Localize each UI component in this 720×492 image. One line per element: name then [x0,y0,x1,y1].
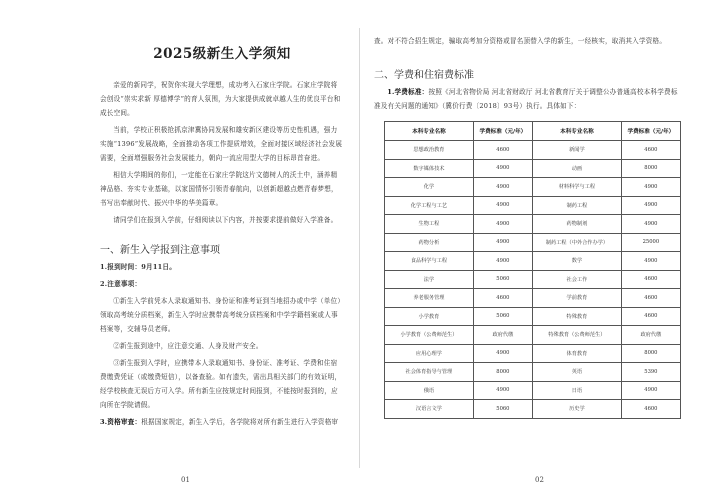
major-cell: 特殊教育（公费师范生） [532,326,621,345]
table-row [385,178,681,197]
page-number-left: 01 [181,476,190,484]
section-1-heading: 一、新生入学报到注意事项 [100,245,220,256]
fee-table-header-row [385,122,681,141]
major-cell: 俄语 [385,381,474,400]
major-cell: 学前教育 [532,289,621,308]
major-cell: 特殊教育 [532,307,621,326]
major-cell: 应用心理学 [385,344,474,363]
header-major-1: 本科专业名称 [385,122,474,141]
table-row [385,270,681,289]
major-cell: 法学 [385,270,474,289]
major-cell: 历史学 [532,400,621,419]
fee-paragraph [374,85,684,113]
table-row [385,215,681,234]
fee-cell: 4900 [621,196,680,215]
fee-cell: 政府代缴 [621,326,680,345]
major-cell: 数学 [532,252,621,271]
notes-label: 2.注意事项： [100,280,142,288]
qualification-paragraph [100,415,344,429]
section-2-heading: 二、学费和住宿费标准 [374,70,474,81]
major-cell: 食品科学与工程 [385,252,474,271]
table-row [385,363,681,382]
fee-cell: 4600 [473,141,532,160]
major-cell: 制药工程（中外合作办学） [532,233,621,252]
table-row [385,307,681,326]
fee-cell: 4900 [621,215,680,234]
page-number-right: 02 [535,476,544,484]
intro-paragraph-3: 相信大学期间的你们，一定能在石家庄学院这片文德树人的沃土中，涵养精神品格、夯实专业基础，以家国情怀引领青春航向，以创新超越点燃青春梦想，书写出奉献时代、振兴中华的华美篇章。 [100,171,338,207]
fee-cell: 4600 [473,289,532,308]
major-cell: 小学教育（公费师范生） [385,326,474,345]
intro-paragraph-1: 亲爱的新同学，祝贺你实现大学理想，成功考入石家庄学院。石家庄学院将会创设“崇实求新 厚德博学”的育人氛围，为大家提供成就卓越人生的优良平台和成长空间。 [100,81,341,117]
continuation-text: 查。对不符合招生规定，骗取高考加分资格或冒名顶替入学的新生，一经核实，取消其入学资格。 [374,37,667,45]
major-cell: 数字媒体技术 [385,159,474,178]
note-item-1: ①新生入学前凭本人录取通知书、身份证和准考证到当地招办或中学（单位）领取高考统分质档案，新生入学时应携带高考统分质档案和中学学籍档案或人事档案等，交辅导员老师。 [100,297,341,333]
major-cell: 材料科学与工程 [532,178,621,197]
table-row [385,326,681,345]
fee-cell: 5060 [473,307,532,326]
fee-cell: 4900 [473,159,532,178]
fee-cell: 4600 [621,289,680,308]
major-cell: 体育教育 [532,344,621,363]
major-cell: 化学 [385,178,474,197]
fee-cell: 8000 [621,344,680,363]
fee-cell: 4900 [473,215,532,234]
header-fee-1: 学费标准（元/年） [473,122,532,141]
table-row [385,196,681,215]
fee-cell: 8000 [621,159,680,178]
major-cell: 小学教育 [385,307,474,326]
major-cell: 日语 [532,381,621,400]
major-cell: 生物工程 [385,215,474,234]
table-row [385,252,681,271]
major-cell: 社会体育指导与管理 [385,363,474,382]
fee-cell: 4900 [621,252,680,271]
fee-cell: 5390 [621,363,680,382]
intro-paragraph-2: 当前，学校正积极抢抓京津冀协同发展和雄安新区建设等历史性机遇，强力实施“1396”发展战略，全面推动各项工作提质增效，全面对接区域经济社会发展需要，全面增强服务社会发展能力，朝向一流应用型大学的目标昂首奋进。 [100,126,343,162]
major-cell: 新闻学 [532,141,621,160]
fee-cell: 4600 [621,400,680,419]
table-row [385,400,681,419]
fee-cell: 政府代缴 [473,326,532,345]
fee-cell: 4900 [473,233,532,252]
intro-paragraph-4: 请同学们在报到入学前，仔细阅读以下内容，并按要求提前做好入学准备。 [113,216,338,224]
major-cell: 思想政治教育 [385,141,474,160]
fee-cell: 4900 [473,196,532,215]
major-cell: 汉语言文学 [385,400,474,419]
fee-cell: 4600 [621,307,680,326]
table-row [385,141,681,160]
table-row [385,381,681,400]
table-row [385,233,681,252]
fee-cell: 25000 [621,233,680,252]
fee-cell: 4900 [473,252,532,271]
fee-cell: 4900 [473,178,532,197]
qualification-text: 根据国家规定，新生入学后，各学院将对所有新生进行入学资格审 [141,418,339,426]
major-cell: 药物制剂 [532,215,621,234]
major-cell: 化学工程与工艺 [385,196,474,215]
header-fee-2: 学费标准（元/年） [621,122,680,141]
fee-text: 按照《河北省物价局 河北省财政厅 河北省教育厅关于调整公办普通高校本科学费标准及有关问题的通知》（冀价行费〔2018〕93号）执行。具体如下： [374,88,678,110]
fee-cell: 4600 [621,270,680,289]
note-item-2: ②新生报到途中，应注意交通、人身及财产安全。 [113,342,263,350]
note-item-3: ③新生报到入学时，应携带本人录取通知书、身份证、准考证、学费和住宿费缴费凭证（或缴费短信），以备查验。如有遗失，需出具相关部门的有效证明，经学校核查无误后方可入学。所有新生应按规定时间报到，不能按时报到的，应向所在学院请假。 [100,359,342,409]
major-cell: 养老服务管理 [385,289,474,308]
fee-cell: 5060 [473,400,532,419]
fee-cell: 4900 [473,344,532,363]
page-right [360,0,720,492]
fee-label: 1.学费标准： [387,88,429,96]
fee-cell: 8000 [473,363,532,382]
header-major-2: 本科专业名称 [532,122,621,141]
qualification-label: 3.资格审查： [100,418,142,426]
fee-cell: 4600 [621,141,680,160]
fee-cell: 4900 [621,381,680,400]
major-cell: 动画 [532,159,621,178]
fee-cell: 5060 [473,270,532,289]
major-cell: 药物分析 [385,233,474,252]
table-row [385,159,681,178]
fee-cell: 4900 [473,381,532,400]
table-row [385,289,681,308]
table-row [385,344,681,363]
page-title: 2025级新生入学须知 [153,46,291,62]
major-cell: 社会工作 [532,270,621,289]
fee-cell: 4900 [621,178,680,197]
registration-time: 1.报到时间：9月11日。 [100,263,176,271]
major-cell: 英语 [532,363,621,382]
major-cell: 制药工程 [532,196,621,215]
fee-table [384,121,681,419]
